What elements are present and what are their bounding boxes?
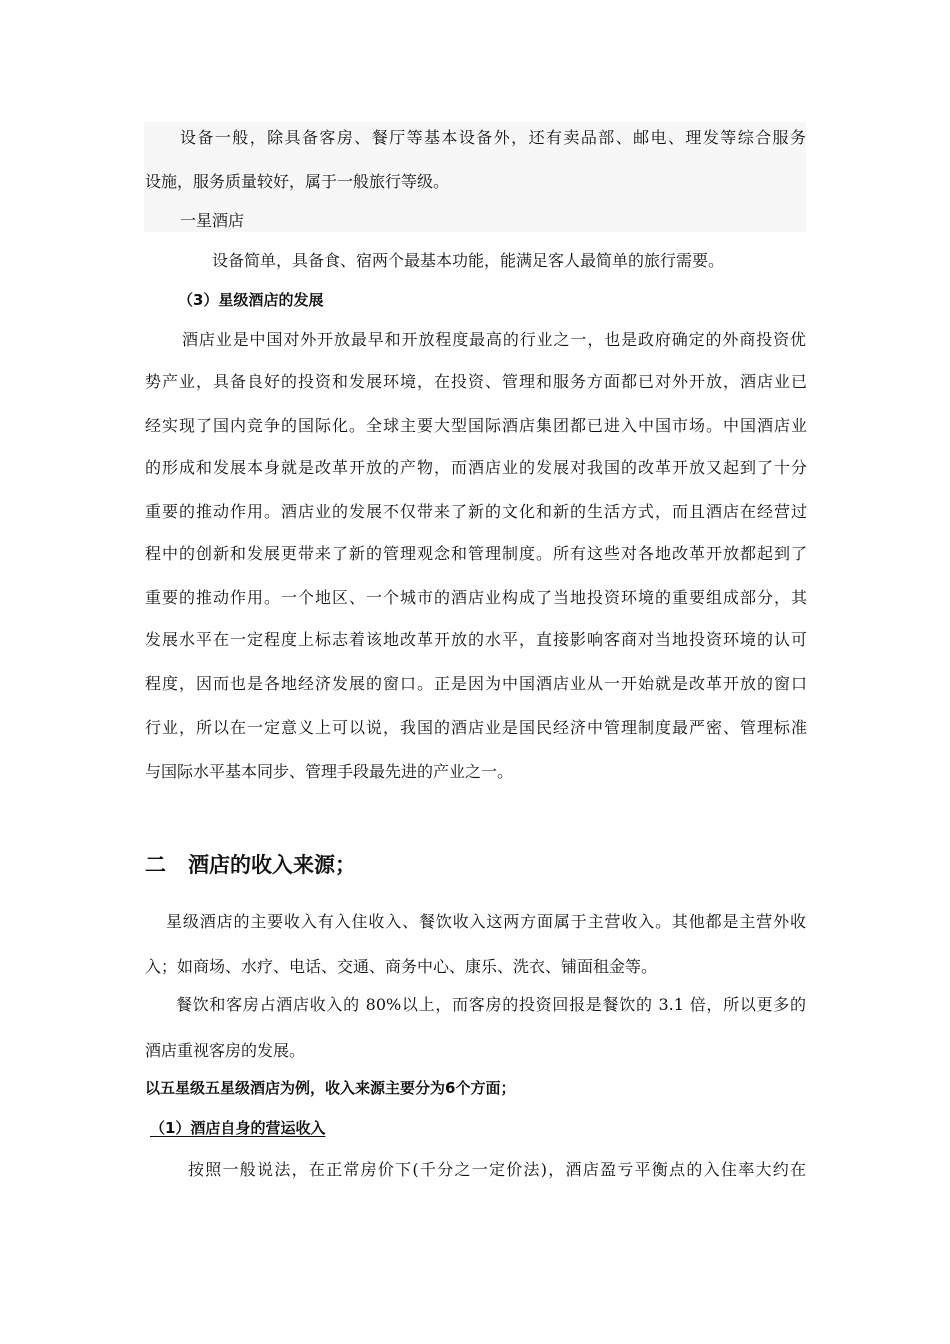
development-title: （3）星级酒店的发展	[178, 291, 324, 309]
development-line-5: 重要的推动作用。酒店业的发展不仅带来了新的文化和新的生活方式，而且酒店在经营过	[145, 502, 807, 521]
section-heading-text: 酒店的收入来源；	[188, 853, 356, 877]
income-p2-line-1: 餐饮和客房占酒店收入的 80%以上，而客房的投资回报是餐饮的 3.1 倍，所以更多的	[176, 995, 806, 1014]
income-p1-line-1: 星级酒店的主要收入有入住收入、餐饮收入这两方面属于主营收入。其他都是主营外收	[166, 912, 806, 931]
one-star-desc: 设备简单，具备食、宿两个最基本功能，能满足客人最简单的旅行需要。	[212, 251, 725, 270]
development-line-4: 的形成和发展本身就是改革开放的产物，而酒店业的发展对我国的改革开放又起到了十分	[145, 458, 807, 477]
development-line-9: 程度，因而也是各地经济发展的窗口。正是因为中国酒店业从一开始就是改革开放的窗口	[145, 674, 807, 693]
development-line-3: 经实现了国内竞争的国际化。全球主要大型国际酒店集团都已进入中国市场。中国酒店业	[145, 416, 807, 435]
section-heading	[145, 850, 356, 880]
development-line-8: 发展水平在一定程度上标志着该地改革开放的水平，直接影响客商对当地投资环境的认可	[145, 630, 807, 649]
development-line-11: 与国际水平基本同步、管理手段最先进的产业之一。	[145, 762, 514, 781]
income-subtitle-text: （1）酒店自身的营运收入	[150, 1119, 326, 1137]
development-line-1: 酒店业是中国对外开放最早和开放程度最高的行业之一，也是政府确定的外商投资优	[182, 330, 806, 349]
income-p2-line-2: 酒店重视客房的发展。	[145, 1041, 306, 1060]
development-line-7: 重要的推动作用。一个地区、一个城市的酒店业构成了当地投资环境的重要组成部分，其	[145, 588, 807, 607]
development-line-2: 势产业，具备良好的投资和发展环境，在投资、管理和服务方面都已对外开放，酒店业已	[145, 372, 807, 391]
income-p1-line-2: 入；如商场、水疗、电话、交通、商务中心、康乐、洗衣、铺面租金等。	[145, 957, 658, 976]
two-star-desc-line-2: 设施，服务质量较好，属于一般旅行等级。	[145, 172, 450, 191]
two-star-desc-line-1: 设备一般，除具备客房、餐厅等基本设备外，还有卖品部、邮电、理发等综合服务	[180, 128, 806, 147]
development-line-10: 行业，所以在一定意义上可以说，我国的酒店业是国民经济中管理制度最严密、管理标准	[145, 718, 807, 737]
one-star-title: 一星酒店	[180, 211, 245, 230]
income-five-star-line: 以五星级五星级酒店为例，收入来源主要分为6个方面；	[145, 1079, 516, 1097]
income-p3-line-1: 按照一般说法，在正常房价下(千分之一定价法)，酒店盈亏平衡点的入住率大约在	[188, 1160, 806, 1179]
development-line-6: 程中的创新和发展更带来了新的管理观念和管理制度。所有这些对各地改革开放都起到了	[145, 544, 807, 563]
income-subtitle	[150, 1116, 812, 1140]
section-heading-number: 二	[145, 853, 166, 877]
